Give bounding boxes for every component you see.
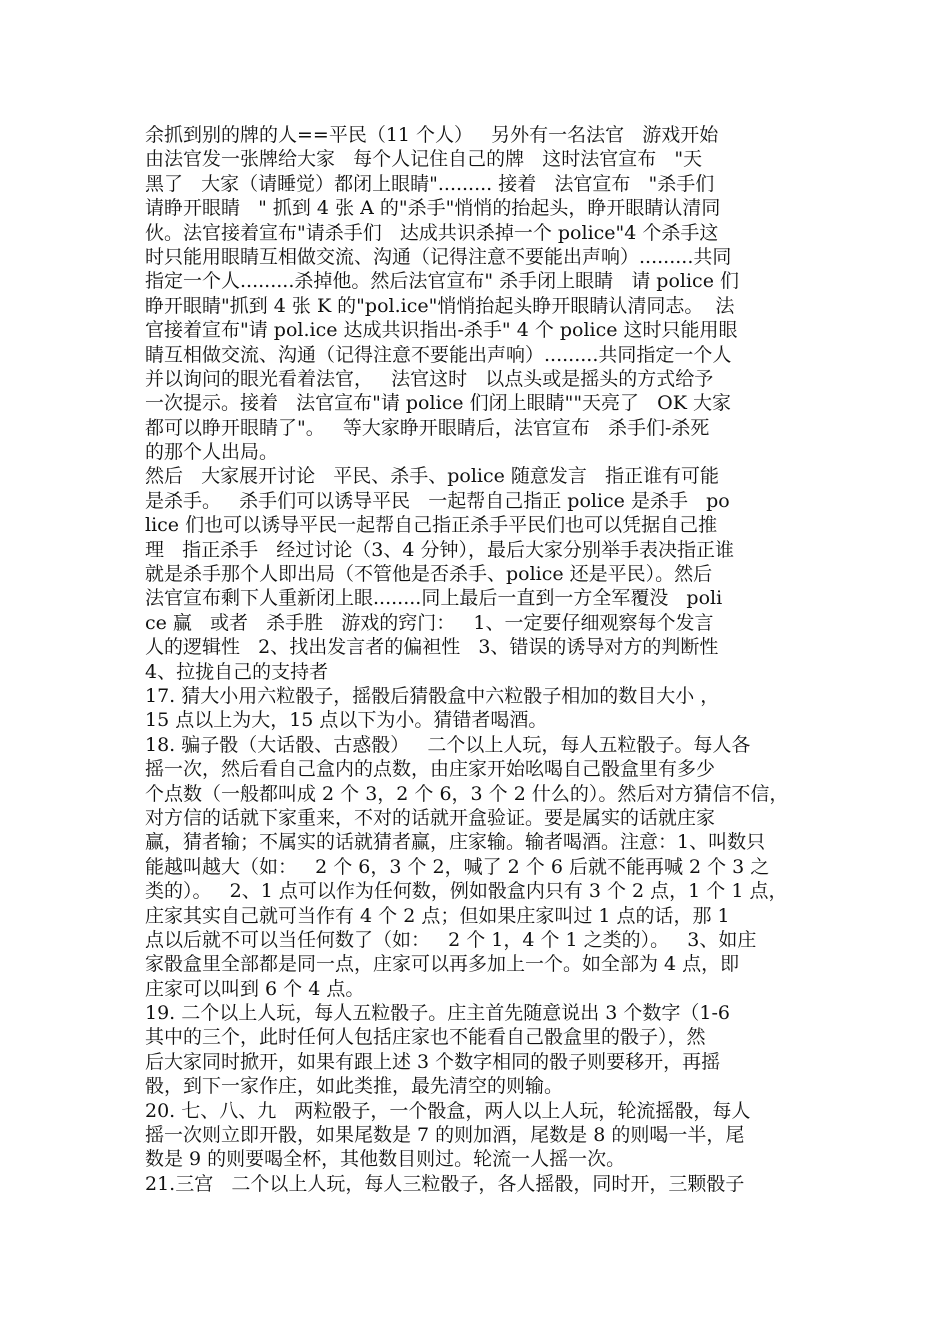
text-line: 4、拉拢自己的支持者 bbox=[145, 660, 329, 683]
text-line: 的那个人出局。 bbox=[145, 441, 279, 464]
text-line: 类的）。 2、1 点可以作为任何数，例如骰盒内只有 3 个 2 点，1 个 1 点， bbox=[145, 880, 788, 903]
text-line: 都可以睁开眼睛了"。 等大家睁开眼睛后，法官宣布 杀手们-杀死 bbox=[145, 416, 710, 439]
text-line: 是杀手。 杀手们可以诱导平民 一起帮自己指正 police 是杀手 po bbox=[145, 489, 730, 512]
text-line: 点以后就不可以当任何数了（如： 2 个 1，4 个 1 之类的）。 3、如庄 bbox=[145, 928, 757, 951]
text-line: 时只能用眼睛互相做交流、沟通（记得注意不要能出声响）.........共同 bbox=[145, 245, 732, 268]
text-line: 余抓到别的牌的人==平民（11 个人） 另外有一名法官 游戏开始 bbox=[145, 124, 719, 146]
text-line: 对方信的话就下家重来，不对的话就开盒验证。要是属实的话就庄家 bbox=[145, 806, 716, 829]
text-line: ce 赢 或者 杀手胜 游戏的窍门： 1、一定要仔细观察每个发言 bbox=[145, 611, 714, 634]
text-line: 睁开眼睛"抓到 4 张 K 的"pol.ice"悄悄抬起头睁开眼睛认清同志。 法 bbox=[145, 294, 735, 317]
text-line: 15 点以上为大，15 点以下为小。猜错者喝酒。 bbox=[145, 709, 548, 732]
text-line: 请睁开眼睛 " 抓到 4 张 A 的"杀手"悄悄的抬起头，睁开眼睛认清同 bbox=[145, 197, 721, 220]
text-line: 理 指正杀手 经过讨论（3、4 分钟），最后大家分别举手表决指正谁 bbox=[145, 538, 734, 561]
text-line: 18. 骗子骰（大话骰、古惑骰） 二个以上人玩，每人五粒骰子。每人各 bbox=[145, 733, 751, 756]
text-line: 17. 猜大小用六粒骰子，摇骰后猜骰盒中六粒骰子相加的数目大小 ， bbox=[145, 684, 720, 707]
text-line: 后大家同时掀开，如果有跟上述 3 个数字相同的骰子则要移开，再摇 bbox=[145, 1050, 721, 1073]
text-line: 由法官发一张牌给大家 每个人记住自己的牌 这时法官宣布 "天 bbox=[145, 148, 703, 171]
text-line: 摇一次，然后看自己盒内的点数，由庄家开始吆喝自己骰盒里有多少 bbox=[145, 758, 716, 781]
text-line: 指定一个人.........杀掉他。然后法官宣布" 杀手闭上眼睛 请 police 们 bbox=[145, 270, 739, 293]
text-line: 人的逻辑性 2、找出发言者的偏袒性 3、错误的诱导对方的判断性 bbox=[145, 636, 719, 659]
text-line: 就是杀手那个人即出局（不管他是否杀手、police 还是平民）。然后 bbox=[145, 563, 713, 586]
text-line: 骰，到下一家作庄，如此类推，最先清空的则输。 bbox=[145, 1075, 564, 1098]
text-line: 庄家其实自己就可当作有 4 个 2 点；但如果庄家叫过 1 点的话，那 1 bbox=[145, 904, 730, 927]
body-text bbox=[145, 123, 810, 1196]
text-line: 20. 七、八、九 两粒骰子，一个骰盒，两人以上人玩，轮流摇骰，每人 bbox=[145, 1099, 751, 1122]
text-line: 21.三宫 二个以上人玩，每人三粒骰子，各人摇骰，同时开，三颗骰子 bbox=[145, 1172, 745, 1195]
text-line: 官接着宣布"请 pol.ice 达成共识指出-杀手" 4 个 police 这时只能用眼 bbox=[145, 319, 738, 342]
text-line: 庄家可以叫到 6 个 4 点。 bbox=[145, 977, 365, 1000]
text-line: 一次提示。接着 法官宣布"请 police 们闭上眼睛""天亮了 OK 大家 bbox=[145, 392, 731, 415]
text-line: 数是 9 的则要喝全杯，其他数目则过。轮流一人摇一次。 bbox=[145, 1148, 626, 1171]
text-line: 伙。法官接着宣布"请杀手们 达成共识杀掉一个 police"4 个杀手这 bbox=[145, 221, 719, 244]
text-line: 赢，猜者输；不属实的话就猜者赢，庄家输。输者喝酒。注意：1、叫数只 bbox=[145, 831, 766, 854]
text-line: 黑了 大家（请睡觉）都闭上眼睛"......... 接着 法官宣布 "杀手们 bbox=[145, 172, 715, 195]
text-line: 然后 大家展开讨论 平民、杀手、police 随意发言 指正谁有可能 bbox=[145, 465, 720, 488]
text-line: lice 们也可以诱导平民一起帮自己指正杀手平民们也可以凭据自己推 bbox=[145, 514, 718, 537]
text-line: 19. 二个以上人玩，每人五粒骰子。庄主首先随意说出 3 个数字（1-6 bbox=[145, 1002, 731, 1025]
text-line: 个点数（一般都叫成 2 个 3，2 个 6，3 个 2 什么的）。然后对方猜信不信， bbox=[145, 782, 789, 805]
text-line: 并以询问的眼光看着法官， 法官这时 以点头或是摇头的方式给予 bbox=[145, 367, 714, 390]
text-line: 家骰盒里全部都是同一点，庄家可以再多加上一个。如全部为 4 点，即 bbox=[145, 953, 740, 976]
text-line: 睛互相做交流、沟通（记得注意不要能出声响）.........共同指定一个人 bbox=[145, 343, 732, 366]
text-line: 法官宣布剩下人重新闭上眼........同上最后一直到一方全军覆没 poli bbox=[145, 587, 723, 610]
text-line: 其中的三个，此时任何人包括庄家也不能看自己骰盒里的骰子），然 bbox=[145, 1026, 706, 1049]
text-line: 摇一次则立即开骰，如果尾数是 7 的则加酒，尾数是 8 的则喝一半，尾 bbox=[145, 1124, 745, 1147]
text-line: 能越叫越大（如： 2 个 6，3 个 2，喊了 2 个 6 后就不能再喊 2 个 3 之 bbox=[145, 855, 770, 878]
